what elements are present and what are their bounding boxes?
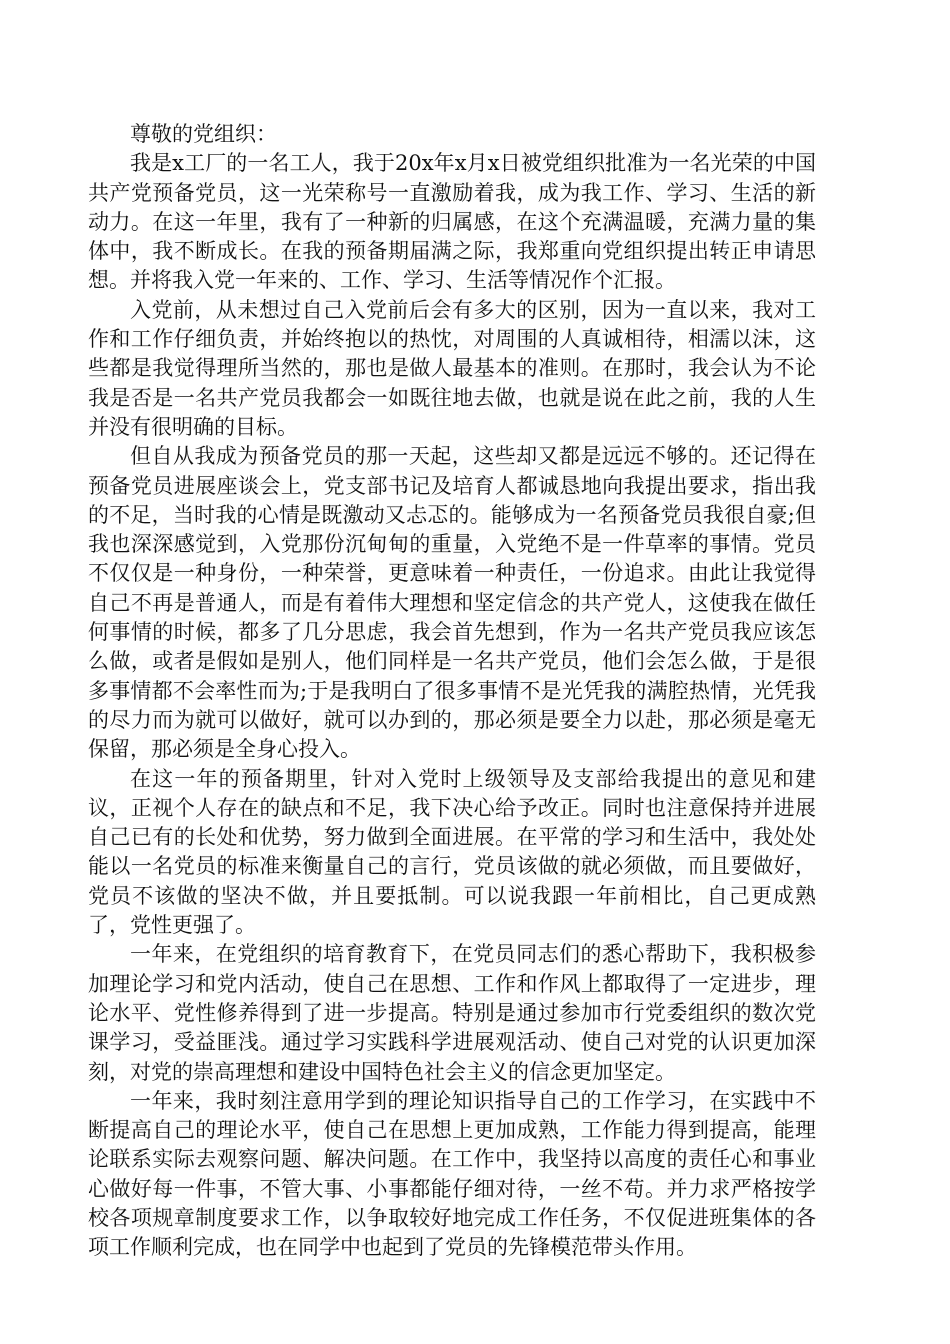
salutation: 尊敬的党组织： [130,122,277,146]
paragraph-2: 入党前，从未想过自己入党前后会有多大的区别，因为一直以来，我对工作和工作仔细负责，并始终抱以的热忱，对周围的人真诚相待，相濡以沫，这些都是我觉得理所当然的，那也是做人最基本的准则。在那时，我会认为不论我是否是一名共产党员我都会一如既往地去做，也就是说在此之前，我的人生并没有很明确的目标。 [88,297,816,439]
paragraph-3: 但自从我成为预备党员的那一天起，这些却又都是远远不够的。还记得在预备党员进展座谈会上，党支部书记及培育人都诚恳地向我提出要求，指出我的不足，当时我的心情是既激动又忐忑的。能够成为一名预备党员我很自豪;但我也深深感觉到，入党那份沉甸甸的重量，入党绝不是一件草率的事情。党员不仅仅是一种身份，一种荣誉，更意味着一种责任，一份追求。由此让我觉得自己不再是普通人，而是有着伟大理想和坚定信念的共产党人，这使我在做任何事情的时候，都多了几分思虑，我会首先想到，作为一名共产党员我应该怎么做，或者是假如是别人，他们同样是一名共产党员，他们会怎么做，于是很多事情都不会率性而为;于是我明白了很多事情不是光凭我的满腔热情，光凭我的尽力而为就可以做好，就可以办到的，那必须是要全力以赴，那必须是毫无保留，那必须是全身心投入。 [88,444,816,762]
paragraph-5: 一年来，在党组织的培育教育下，在党员同志们的悉心帮助下，我积极参加理论学习和党内活动，使自己在思想、工作和作风上都取得了一定进步，理论水平、党性修养得到了进一步提高。特别是通过参加市行党委组织的数次党课学习，受益匪浅。通过学习实践科学进展观活动、使自己对党的认识更加深刻，对党的崇高理想和建设中国特色社会主义的信念更加坚定。 [88,942,816,1084]
paragraph-1: 我是x工厂的一名工人，我于20x年x月x日被党组织批准为一名光荣的中国共产党预备党员，这一光荣称号一直激励着我，成为我工作、学习、生活的新动力。在这一年里，我有了一种新的归属感，在这个充满温暖，充满力量的集体中，我不断成长。在我的预备期届满之际，我郑重向党组织提出转正申请思想。并将我入党一年来的、工作、学习、生活等情况作个汇报。 [88,151,816,293]
document-page [88,120,816,1263]
paragraph-6: 一年来，我时刻注意用学到的理论知识指导自己的工作学习，在实践中不断提高自己的理论水平，使自己在思想上更加成熟，工作能力得到提高，能理论联系实际去观察问题、解决问题。在工作中，我坚持以高度的责任心和事业心做好每一件事，不管大事、小事都能仔细对待，一丝不苟。并力求严格按学校各项规章制度要求工作，以争取较好地完成工作任务，不仅促进班集体的各项工作顺利完成，也在同学中也起到了党员的先锋模范带头作用。 [88,1088,816,1260]
paragraph-4: 在这一年的预备期里，针对入党时上级领导及支部给我提出的意见和建议，正视个人存在的缺点和不足，我下决心给予改正。同时也注意保持并进展自己已有的长处和优势，努力做到全面进展。在平常的学习和生活中，我处处能以一名党员的标准来衡量自己的言行，党员该做的就必须做，而且要做好，党员不该做的坚决不做，并且要抵制。可以说我跟一年前相比，自己更成熟了，党性更强了。 [88,766,816,938]
